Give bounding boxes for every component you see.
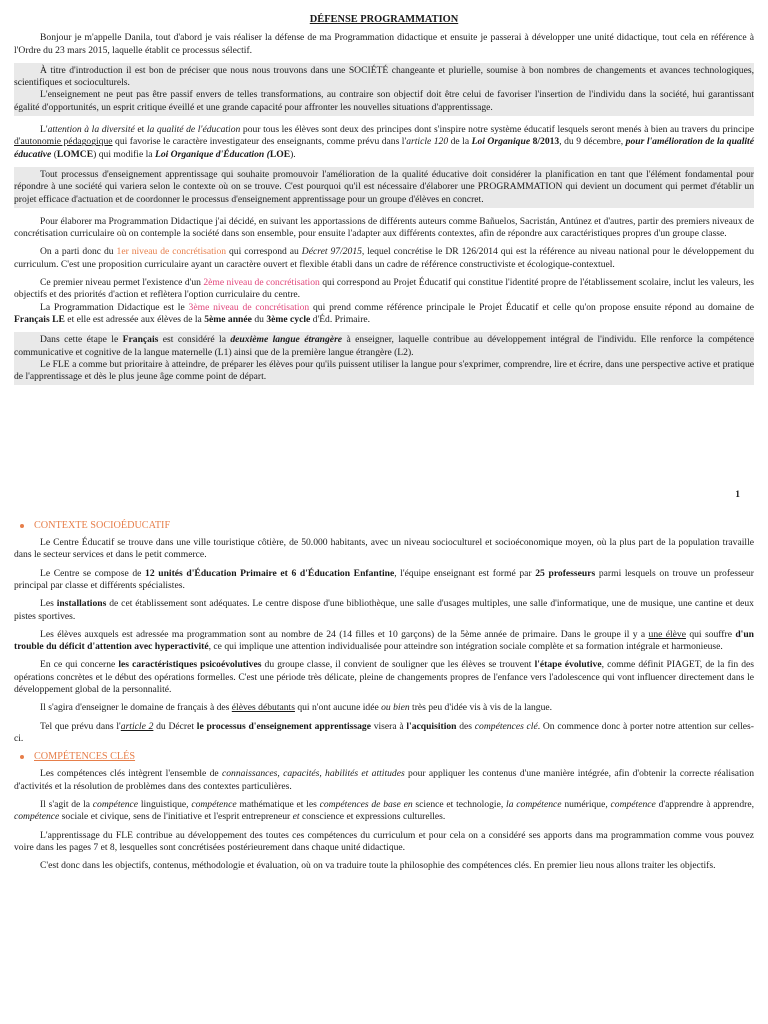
text-span: et xyxy=(134,124,147,136)
section-title: COMPÉTENCES CLÉS xyxy=(34,751,136,763)
paragraph-french-stage xyxy=(14,334,754,359)
text-span: qui souffre xyxy=(685,628,736,640)
text-span: très peu d'idée vis à vis de la langue. xyxy=(409,702,553,714)
text-span: article 120 xyxy=(406,136,449,148)
text-span: article 2 xyxy=(120,720,154,732)
text-span: du Décret xyxy=(153,720,197,732)
text-span: de la xyxy=(448,136,472,148)
bullet-icon xyxy=(20,524,24,528)
text-span: 8/2013 xyxy=(530,136,560,148)
page-number: 1 xyxy=(735,490,740,501)
text-span: Ce premier niveau permet l'existence d'un xyxy=(40,277,204,289)
paragraph-level-2 xyxy=(14,277,754,302)
text-span: qui n'ont aucune idée xyxy=(294,702,382,714)
section-heading-context xyxy=(20,520,754,532)
text-span: conscience et expressions culturelles. xyxy=(299,811,446,823)
level-1-label: 1er niveau de concrétisation xyxy=(116,246,227,258)
text-span: , lequel concrétise le DR 126/2014 qui est la référence au niveau national pour le développement du curriculum. C'est une proposition curriculaire ayant un caractère ouvert et flexible établi dans un cadre de référence constructiviste et écologique-contextuel. xyxy=(14,246,754,270)
text-span: et xyxy=(292,811,300,823)
text-span: L' xyxy=(40,124,48,136)
text-span: 12 unités d'Éducation Primaire et 6 d'Éducation Enfantine xyxy=(145,567,395,579)
paragraph-fle-goal: Le FLE a comme but prioritaire à atteindre, de préparer les élèves pour qu'ils puissent utiliser la langue pour s'exprimer, comprendre, lire et écrire, dans une perspective active et pratique de l'apprentissage et dès le plus jeune âge comme point de départ. xyxy=(14,358,754,383)
text-span: , l'équipe enseignant est formé par xyxy=(394,567,536,579)
text-span: du xyxy=(251,313,267,325)
text-span: sociale et civique, sens de l'initiative et l'esprit entrepreneur xyxy=(59,811,293,823)
text-span: compétence xyxy=(191,799,237,811)
text-span: parmi lesquels on trouve un professeur principal par classe et différents spécialistes. xyxy=(14,567,754,591)
section-heading-competences xyxy=(20,751,754,763)
text-span: est considéré la xyxy=(158,334,231,346)
text-span: En ce qui concerne xyxy=(40,659,119,671)
paragraph-students xyxy=(14,629,754,654)
text-span: la compétence xyxy=(506,799,562,811)
text-span: Les élèves auxquels est adressée ma programmation sont au nombre de 24 (14 filles et 10 garçons) de la 5ème année de primaire. Dans le groupe il y a xyxy=(40,628,649,640)
paragraph-objectives: C'est donc dans les objectifs, contenus, méthodologie et évaluation, où on va traduire toute la philosophie des compétences clés. En premier lieu nous allons traiter les objectifs. xyxy=(40,860,716,872)
text-span: du groupe classe, il convient de souligner que les élèves se trouvent xyxy=(261,659,535,671)
level-3-label: 3ème niveau de concrétisation xyxy=(188,301,310,313)
text-span: On a parti donc du xyxy=(40,246,117,258)
paragraph-competences-list xyxy=(14,799,754,824)
paragraph-psychology xyxy=(14,659,754,696)
text-span: qui prend comme référence principale le Projet Éducatif et celle qu'on propose ensuite répond au domaine de xyxy=(309,301,754,313)
text-span: ) qui modifie la xyxy=(93,148,155,160)
level-2-label: 2ème niveau de concrétisation xyxy=(203,277,320,289)
paragraph-center-location: Le Centre Éducatif se trouve dans une ville touristique côtière, de 50.000 habitants, avec un niveau socioculturel et socioéconomique moyen, où la plus part de la population travaille dans le secteur services et dans le petit commerce. xyxy=(14,537,754,561)
text-span: d'autonomie pédagogique xyxy=(14,136,113,148)
text-span: deuxième langue étrangère xyxy=(230,334,343,346)
text-span: Les compétences clés intègrent l'ensemble de xyxy=(40,768,222,780)
text-span: élèves débutants xyxy=(231,702,295,714)
text-span: l'étape évolutive xyxy=(534,659,602,671)
text-span: La Programmation Didactique est le xyxy=(40,301,189,313)
text-span: compétence xyxy=(14,811,60,823)
text-span: ). xyxy=(290,148,296,160)
text-span: la qualité de l'éducation xyxy=(146,124,241,136)
text-span: ou bien xyxy=(381,702,410,714)
text-span: LOE xyxy=(269,148,291,160)
text-span: qui favorise le caractère investigateur des enseignants, comme prévu dans l' xyxy=(112,136,407,148)
text-span: , ce qui implique une attention individualisée pour atteindre son intégration sociale complète et sa formation intégrale et harmonieuse. xyxy=(208,641,723,653)
text-span: et elle est adressée aux élèves de la xyxy=(64,313,205,325)
text-span: qui correspond au xyxy=(226,246,302,258)
text-span: pour appliquer les contenus d'une manière intégrée, afin d'obtenir la correcte réalisation d'activités et la résolution de problèmes dans des contextes particulières. xyxy=(14,768,754,792)
text-span: Il s'agit de la xyxy=(40,799,93,811)
text-span: visera à xyxy=(370,720,407,732)
text-span: Les xyxy=(40,598,57,610)
text-span: pour l'amélioration de la qualité éducative xyxy=(14,136,754,160)
shaded-block-planning xyxy=(14,167,754,208)
text-span: science et technologie, xyxy=(412,799,507,811)
paragraph-society: À titre d'introduction il est bon de préciser que nous nous trouvons dans une SOCIÉTÉ changeante et plurielle, soumise à bon nombres de changements et avances technologiques, scientifiques et socioculturels. xyxy=(14,64,754,89)
text-span: Français LE xyxy=(14,313,65,325)
text-span: compétences clé xyxy=(474,720,538,732)
text-span: le processus d'enseignement apprentissage xyxy=(196,720,371,732)
text-span: d'apprendre à apprendre, xyxy=(655,799,754,811)
document-title: DÉFENSE PROGRAMMATION xyxy=(309,14,459,25)
paragraph-decree xyxy=(14,721,754,746)
paragraph-principles xyxy=(14,124,754,161)
text-span: , comme définit PIAGET, de la fin des opérations concrètes et le début des opérations formelles. C'est une période très délicate, pleine de changements propres de l'enfance vers l'adolescence qui vont influencer directement dans le développement global de la personnalité. xyxy=(14,659,755,695)
text-span: d'un trouble du déficit d'attention avec hyperactivité xyxy=(14,628,754,653)
paragraph-teaching: L'enseignement ne peut pas être passif envers de telles transformations, au contraire son objectif doit être celui de favoriser l'insertion de l'individu dans la société, hui garantissant égalité d'opportunités, un esprit critique éveillé et une grande capacité pour affronter les nouvelles situations d'apprentissage. xyxy=(14,89,754,113)
text-span: 3ème cycle xyxy=(266,313,311,325)
text-span: l'acquisition xyxy=(406,720,457,732)
text-span: qui correspond au Projet Éducatif qui constitue l'identité propre de l'établissement scolaire, inclut les valeurs, les objectifs et des priorités d'action et reflètera l'option curriculaire du centre. xyxy=(14,277,754,301)
text-span: ( xyxy=(51,148,57,160)
paragraph-level-3 xyxy=(14,302,754,327)
text-span: mathématique et les xyxy=(236,799,320,811)
bullet-icon xyxy=(20,755,24,759)
paragraph-fle-contribution: L'apprentissage du FLE contribue au développement des toutes ces compétences du curriculum et pour cela on a considéré ses apports dans ma programmation comme vous pouvez voire dans les pages 7 et 8, lesquelles sont concrétisées postérieurement dans chaque unité didactique. xyxy=(14,829,754,853)
text-span: . On commence donc à porter notre attention sur celles-ci. xyxy=(14,720,754,744)
text-span: à enseigner, laquelle contribue au développement intégral de l'individu. Elle renforce la compétence communicative et cognitive de la langue maternelle (L1) ainsi que de la première langue étrangère (L2). xyxy=(14,334,755,358)
paragraph-beginners xyxy=(14,702,754,714)
text-span: Loi Organique xyxy=(471,136,531,148)
text-span: 25 professeurs xyxy=(535,567,596,579)
text-span: Décret 97/2015 xyxy=(301,246,362,258)
paragraph-intro: Bonjour je m'appelle Danila, tout d'abord je vais réaliser la défense de ma Programmation didactique et ensuite je passerai à développer une unité didactique, tout cela en référence à l'Ordre du 23 mars 2015, laquelle établit ce processus sélectif. xyxy=(14,32,754,56)
text-span: connaissances, capacités, habilités et attitudes xyxy=(221,768,405,780)
text-span: Il s'agira d'enseigner le domaine de français à des xyxy=(40,702,232,714)
text-span: compétence xyxy=(610,799,656,811)
paragraph-planning: Tout processus d'enseignement apprentissage qui souhaite promouvoir l'amélioration de la qualité éducative doit considérer la planification en tant que l'élément fondamental pour répondre à une société qui variera selon le contexte où on se trouve. C'est pourquoi qu'il est nécessaire d'élaborer une PROGRAMMATION qui devient un document qui permet d'établir un projet efficace d'actuation et de coordonner le processus d'enseignement apprentissage pour un groupe d'élèves en concret. xyxy=(14,168,754,205)
text-span: , du 9 décembre, xyxy=(559,136,626,148)
text-span: numérique, xyxy=(561,799,611,811)
text-span: installations xyxy=(56,598,107,610)
shaded-block-french xyxy=(14,332,754,385)
paragraph-center-units xyxy=(14,568,754,593)
paragraph-installations xyxy=(14,598,754,623)
text-span: une élève xyxy=(648,628,686,640)
text-span: attention à la diversité xyxy=(47,124,135,136)
text-span: pour tous les élèves sont deux des principes dont s'inspire notre système éducatif lesquels seront menés à bien au travers du principe xyxy=(240,124,754,136)
text-span: Tel que prévu dans l' xyxy=(40,720,121,732)
shaded-block-society xyxy=(14,63,754,116)
text-span: les caractéristiques psicoévolutives xyxy=(118,659,262,671)
paragraph-level-1 xyxy=(14,246,754,271)
text-span: Le Centre se compose de xyxy=(40,567,146,579)
paragraph-competences-def xyxy=(14,768,754,793)
text-span: LOMCE xyxy=(56,148,94,160)
text-span: compétences de base en xyxy=(319,799,413,811)
text-span: compétence xyxy=(92,799,139,811)
text-span: des xyxy=(456,720,475,732)
text-span: Loi Organique d'Éducation ( xyxy=(154,148,270,160)
text-span: Français xyxy=(122,334,159,346)
paragraph-authors: Pour élaborer ma Programmation Didactique j'ai décidé, en suivant les apportassions de différents auteurs comme Bañuelos, Sacristán, Antúnez et d'autres, partir des premiers niveaux de concrétisation curriculaire où on contemple la société dans son ensemble, pour ensuite l'adapter aux différents contextes, afin de répondre aux caractéristiques propres d'un groupe classe. xyxy=(14,215,754,240)
text-span: 5ème année xyxy=(204,313,252,325)
section-title: CONTEXTE SOCIOÉDUCATIF xyxy=(34,519,171,531)
text-span: Dans cette étape le xyxy=(40,334,123,346)
text-span: de cet établissement sont adéquates. Le centre dispose d'une bibliothèque, une salle d'usages multiples, une salle d'informatique, une de musique, une cantine et deux pistes sportives. xyxy=(14,598,754,622)
text-span: d'Éd. Primaire. xyxy=(310,313,371,325)
text-span: linguistique, xyxy=(138,799,192,811)
